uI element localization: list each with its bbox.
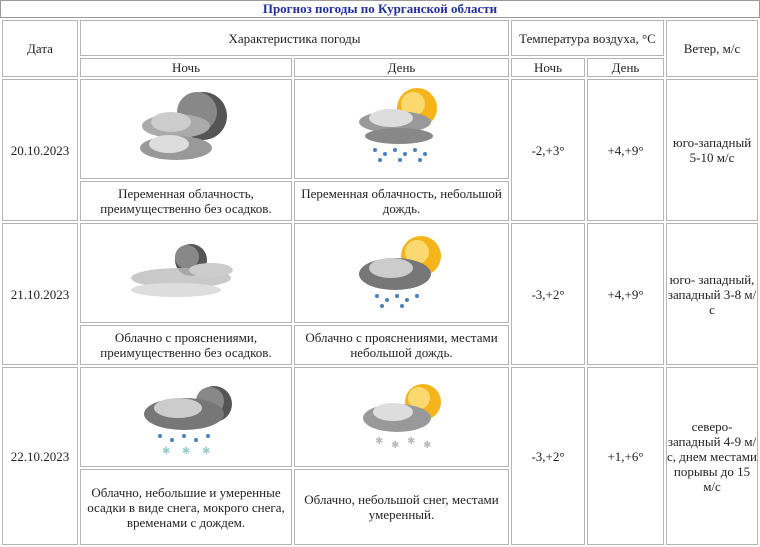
- temp-night-value: -3,+2°: [511, 223, 585, 365]
- wind-value: северо- западный 4-9 м/с, днем местами порывы до 15 м/с: [666, 367, 758, 545]
- header-temp-night: Ночь: [511, 58, 585, 77]
- night-icon-cell: [80, 367, 292, 467]
- header-day: День: [294, 58, 509, 77]
- page-title: Прогноз погоды по Курганской области: [0, 0, 760, 18]
- header-temp-day: День: [587, 58, 664, 77]
- temp-day-value: +1,+6°: [587, 367, 664, 545]
- night-icon-cell: [80, 79, 292, 179]
- day-description: Облачно с прояснениями, местами небольшой дождь.: [294, 325, 509, 365]
- night-icon-cell: [80, 223, 292, 323]
- header-characteristic: Характеристика погоды: [80, 20, 509, 56]
- day-icon-cell: [294, 223, 509, 323]
- row-date: 20.10.2023: [2, 79, 78, 221]
- day-icon-cell: [294, 367, 509, 467]
- sun-cloud-snow-icon: [347, 374, 457, 460]
- temp-day-value: +4,+9°: [587, 223, 664, 365]
- svg-text:✱: ✱: [182, 446, 191, 457]
- wind-value: юго- западный, западный 3-8 м/с: [666, 223, 758, 365]
- night-description: Облачно с прояснениями, преимущественно без осадков.: [80, 325, 292, 365]
- sun-cloud-rain-icon: [347, 230, 457, 316]
- day-icon-cell: [294, 79, 509, 179]
- temp-night-value: -2,+3°: [511, 79, 585, 221]
- moon-cloud-rain-snow-icon: [126, 374, 246, 460]
- header-temperature: Температура воздуха, °С: [511, 20, 664, 56]
- day-description: Переменная облачность, небольшой дождь.: [294, 181, 509, 221]
- svg-text:✱: ✱: [374, 436, 383, 447]
- moon-fog-cloud-icon: [121, 230, 251, 316]
- row-date: 21.10.2023: [2, 223, 78, 365]
- forecast-table: [0, 18, 760, 547]
- header-date: Дата: [2, 20, 78, 77]
- night-description: Облачно, небольшие и умеренные осадки в виде снега, мокрого снега, временами с дождем.: [80, 469, 292, 545]
- sun-cloud-rain-icon: [347, 86, 457, 172]
- wind-value: юго-западный 5-10 м/с: [666, 79, 758, 221]
- day-description: Облачно, небольшой снег, местами умеренный.: [294, 469, 509, 545]
- temp-night-value: -3,+2°: [511, 367, 585, 545]
- svg-text:✱: ✱: [422, 440, 431, 451]
- svg-text:✱: ✱: [202, 446, 211, 457]
- svg-text:✱: ✱: [162, 446, 171, 457]
- svg-text:✱: ✱: [390, 440, 399, 451]
- moon-cloud-icon: [131, 86, 241, 172]
- header-night: Ночь: [80, 58, 292, 77]
- row-date: 22.10.2023: [2, 367, 78, 545]
- svg-text:✱: ✱: [406, 436, 415, 447]
- temp-day-value: +4,+9°: [587, 79, 664, 221]
- header-wind: Ветер, м/с: [666, 20, 758, 77]
- night-description: Переменная облачность, преимущественно без осадков.: [80, 181, 292, 221]
